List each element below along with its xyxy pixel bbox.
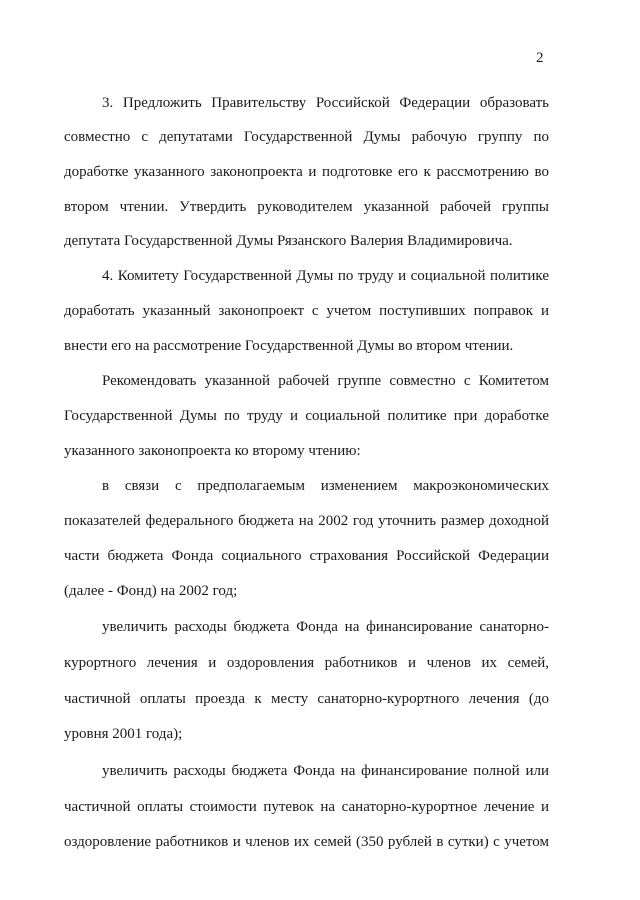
text-line: (далее - Фонд) на 2002 год; xyxy=(64,583,238,599)
text-line: увеличить расходы бюджета Фонда на финансирование санаторно- xyxy=(102,619,549,635)
text-line: внести его на рассмотрение Государственной Думы во втором чтении. xyxy=(64,338,514,354)
text-line: оздоровление работников и членов их семей (350 рублей в сутки) с учетом xyxy=(64,834,549,850)
text-line: доработке указанного законопроекта и подготовке его к рассмотрению во xyxy=(64,164,549,180)
text-line: частичной оплаты проезда к месту санаторно-курортного лечения (до xyxy=(64,691,549,707)
text-line: части бюджета Фонда социального страхования Российской Федерации xyxy=(64,548,549,564)
text-line: частичной оплаты стоимости путевок на санаторно-курортное лечение и xyxy=(64,799,549,815)
text-line: втором чтении. Утвердить руководителем указанной рабочей группы xyxy=(64,199,549,215)
text-line: совместно с депутатами Государственной Думы рабочую группу по xyxy=(64,129,549,145)
page-number: 2 xyxy=(536,50,544,66)
text-line: указанного законопроекта ко второму чтению: xyxy=(64,443,361,459)
text-line: увеличить расходы бюджета Фонда на финансирование полной или xyxy=(102,763,549,779)
text-line: Рекомендовать указанной рабочей группе совместно с Комитетом xyxy=(102,373,549,389)
text-line: депутата Государственной Думы Рязанского Валерия Владимировича. xyxy=(64,233,513,249)
text-line: показателей федерального бюджета на 2002 год уточнить размер доходной xyxy=(64,513,549,529)
text-line: уровня 2001 года); xyxy=(64,726,183,742)
text-line: в связи с предполагаемым изменением макроэкономических xyxy=(102,478,549,494)
text-line: доработать указанный законопроект с учетом поступивших поправок и xyxy=(64,303,549,319)
text-line: 4. Комитету Государственной Думы по труду и социальной политике xyxy=(102,268,549,284)
text-line: курортного лечения и оздоровления работников и членов их семей, xyxy=(64,655,549,671)
text-line: 3. Предложить Правительству Российской Федерации образовать xyxy=(102,95,549,111)
text-line: Государственной Думы по труду и социальной политике при доработке xyxy=(64,408,549,424)
